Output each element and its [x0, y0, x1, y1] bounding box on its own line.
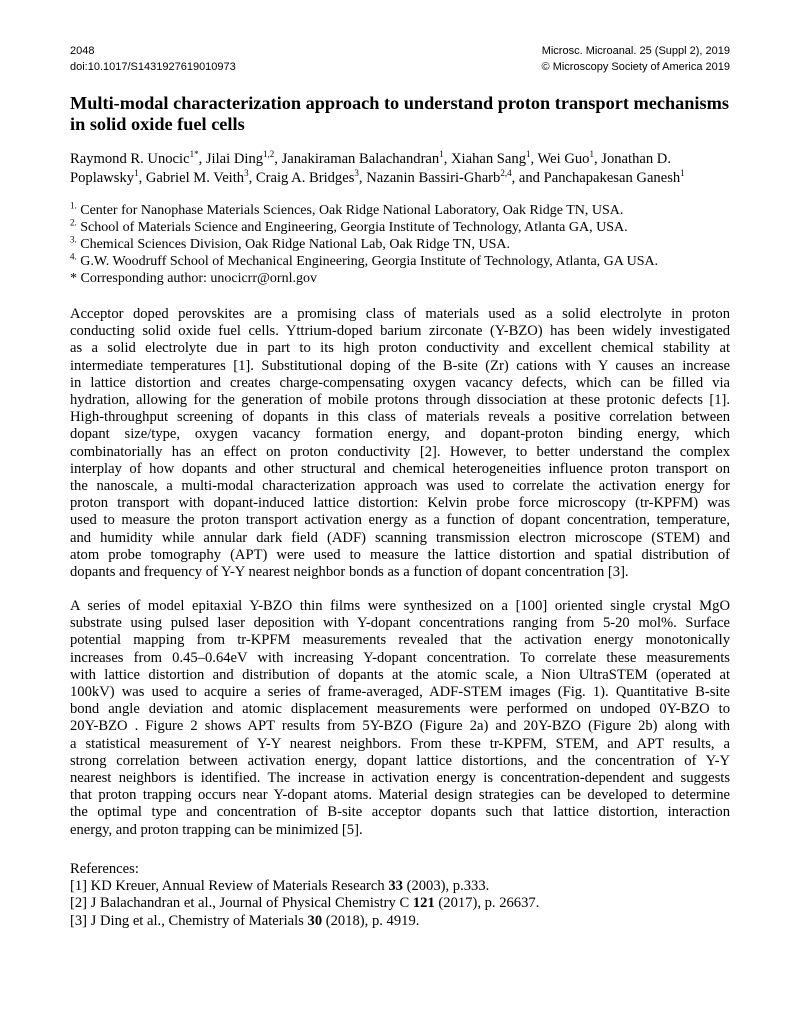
affiliation: [70, 236, 735, 253]
text-line: strong correlation between activation energy, dopant lattice distortions, and the concentration of Y-Y: [70, 752, 730, 769]
author-name: and Panchapakesan Ganesh: [518, 170, 681, 186]
title-line: in solid oxide fuel cells: [70, 114, 245, 134]
reference-text: (2017), p. 26637.: [434, 895, 540, 912]
author-name: Nazanin Bassiri-Gharb: [366, 170, 501, 186]
separator: ,: [274, 151, 282, 167]
affiliation-marker: 1: [589, 149, 594, 160]
reference-item: [70, 878, 539, 895]
affiliations: [70, 202, 735, 287]
affiliation-marker: 2,4: [500, 168, 512, 179]
separator: ,: [593, 151, 602, 167]
author-name: Jonathan D. Poplawsky: [70, 151, 671, 186]
text-line: intermediate temperatures [1]. Substitutional doping of the B-site (Zr) cations with Y causes an increase: [70, 357, 730, 374]
text-line: 20Y-BZO . Figure 2 shows APT results from 5Y-BZO (Figure 2a) and 20Y-BZO (Figure 2b) along with: [70, 718, 730, 735]
reference-item: [70, 895, 539, 912]
text-line: hydration, allowing for the generation of mobile protons through dissociation at these protonic defects [1].: [70, 392, 730, 409]
text-line: High-throughput screening of dopants in this class of materials reveals a positive correlation between: [70, 409, 730, 426]
author: [538, 151, 594, 167]
header-left: [70, 43, 236, 75]
text-line: as a solid electrolyte due in part to its high proton conductivity and excellent chemical stability at: [70, 340, 730, 357]
author: [146, 170, 249, 186]
separator: ,: [248, 170, 256, 186]
text-line: interplay of how dopants and other structural and chemical heterogeneities influence proton transport on: [70, 460, 730, 477]
author: [70, 151, 199, 167]
text-line: with lattice distortion and distribution of dopants at the atomic scale, a Nion UltraSTEM (operated at: [70, 666, 730, 683]
affiliation-number: 3.: [70, 234, 77, 245]
text-line: Acceptor doped perovskites are a promising class of materials used as a solid electrolyte in proton: [70, 306, 730, 322]
reference-text: [1] KD Kreuer, Annual Review of Materials Research: [70, 878, 389, 895]
text-line: 100kV) was used to acquire a series of frame-averaged, ADF-STEM images (Fig. 1). Quantitative B-site: [70, 684, 730, 701]
author-name: Gabriel M. Veith: [145, 170, 245, 186]
author: [282, 151, 444, 167]
text-line: dopants and frequency of Y-Y nearest neighbor bonds as a function of dopant concentration [3].: [70, 564, 629, 581]
paragraph-results: [70, 598, 730, 839]
affiliation-text: G.W. Woodruff School of Mechanical Engineering, Georgia Institute of Technology, Atlanta, GA USA.: [76, 254, 659, 269]
affiliation: [70, 202, 735, 219]
separator: ,: [138, 170, 146, 186]
page-number: 2048: [70, 45, 95, 57]
reference-volume: 30: [307, 912, 323, 929]
text-line: that proton trapping occurs near Y-dopant atoms. Material design strategies can be developed to determine: [70, 787, 730, 804]
text-line: A series of model epitaxial Y-BZO thin films were synthesized on a [100] oriented single crystal MgO: [70, 598, 730, 614]
text-line: conducting solid oxide fuel cells. Yttrium-doped barium zirconate (Y-BZO) has been widely investigated: [70, 323, 730, 340]
author-name: Craig A. Bridges: [255, 170, 355, 186]
doi: doi:10.1017/S1431927619010973: [70, 61, 236, 73]
text-line: potential mapping from tr-KPFM measurements revealed that the activation energy monotonically: [70, 632, 730, 649]
affiliation-marker: 1: [439, 149, 444, 160]
text-line: the nanoscale, a multi-modal characterization approach was used to correlate the activation energy for: [70, 478, 730, 495]
text-line: nearest neighbors is identified. The increase in activation energy is concentration-dependent and suggests: [70, 770, 730, 787]
text-line: the optimal type and concentration of B-site acceptor dopants such that lattice distortion, interaction: [70, 804, 730, 821]
separator: ,: [198, 151, 206, 167]
affiliation-marker: 1: [680, 168, 685, 179]
author-name: Janakiraman Balachandran: [281, 151, 440, 167]
journal-citation: Microsc. Microanal. 25 (Suppl 2), 2019: [541, 45, 730, 57]
corresponding-author: * Corresponding author: unocicrr@ornl.gov: [70, 271, 317, 286]
affiliation-number: 2.: [70, 217, 77, 228]
reference-text: [3] J Ding et al., Chemistry of Materials: [70, 912, 308, 929]
text-line: and humidity while annular dark field (ADF) scanning transmission electron microscope (STEM) and: [70, 529, 730, 546]
reference-text: (2018), p. 4919.: [322, 912, 420, 929]
copyright: © Microscopy Society of America 2019: [541, 61, 730, 73]
separator: ,: [443, 151, 452, 167]
text-line: a statistical measurement of Y-Y nearest neighbors. From these tr-KPFM, STEM, and APT results, a: [70, 735, 730, 752]
reference-volume: 121: [412, 895, 435, 912]
affiliation: [70, 219, 735, 236]
affiliation-text: School of Materials Science and Engineering, Georgia Institute of Technology, Atlanta GA, USA.: [76, 220, 628, 235]
affiliation-text: Chemical Sciences Division, Oak Ridge National Lab, Oak Ridge TN, USA.: [76, 237, 511, 252]
affiliation-marker: 1,2: [263, 149, 275, 160]
affiliation-marker: 1*: [189, 149, 199, 160]
separator: ,: [358, 170, 367, 186]
separator: ,: [530, 151, 538, 167]
author: [451, 151, 530, 167]
affiliation-marker: 3: [244, 168, 249, 179]
references-heading: References:: [70, 861, 139, 877]
paper-title: [70, 93, 735, 135]
affiliation-marker: 1: [134, 168, 139, 179]
reference-text: [2] J Balachandran et al., Journal of Physical Chemistry C: [70, 895, 413, 912]
affiliation: [70, 253, 735, 270]
author: [256, 170, 359, 186]
author: [366, 170, 511, 186]
text-line: combinatorially has an effect on proton conductivity [2]. However, to better understand the complex: [70, 443, 730, 460]
reference-item: [70, 913, 539, 930]
affiliation-number: 4.: [70, 251, 77, 262]
paragraph-intro: [70, 306, 730, 581]
author-name: Xiahan Sang: [451, 151, 526, 167]
text-line: increases from 0.45–0.64eV with increasing Y-dopant concentration. To correlate these measurements: [70, 649, 730, 666]
title-line: Multi-modal characterization approach to understand proton transport mechanisms: [70, 93, 729, 113]
author-name: Jilai Ding: [205, 151, 264, 167]
text-line: energy, and proton trapping can be minimized [5].: [70, 821, 363, 838]
author: [206, 151, 274, 167]
affiliation-marker: 1: [526, 149, 531, 160]
author-name: Wei Guo: [537, 151, 590, 167]
affiliation-number: 1.: [70, 200, 77, 211]
reference-volume: 33: [388, 878, 403, 895]
text-line: substrate using pulsed laser deposition with Y-dopant concentrations ranging from 5-20 mol%. Surface: [70, 615, 730, 632]
text-line: used to measure the proton transport activation energy as a function of dopant concentration, temperature,: [70, 512, 730, 529]
text-line: bond angle deviation and atomic displacement measurements were performed on undoped 0Y-BZO to: [70, 701, 730, 718]
header-right: [542, 43, 730, 75]
text-line: proton transport with dopant-induced lattice distortion: Kelvin probe force microscopy (tr-KPFM) was: [70, 495, 730, 512]
affiliation-marker: 3: [354, 168, 359, 179]
affiliation-text: Center for Nanophase Materials Sciences, Oak Ridge National Laboratory, Oak Ridge TN, USA.: [76, 203, 624, 218]
author-name: Raymond R. Unocic: [70, 151, 190, 167]
references: [70, 861, 539, 930]
author-list: [70, 150, 735, 188]
separator: ,: [511, 170, 519, 186]
text-line: dopant size/type, oxygen vacancy formation energy, and dopant-proton binding energy, which: [70, 426, 730, 443]
text-line: atom probe tomography (APT) were used to measure the lattice distortion and spatial distribution of: [70, 546, 730, 563]
author: [519, 170, 685, 186]
text-line: in lattice distortion and creates charge-compensating oxygen vacancy defects, which can be filled via: [70, 374, 730, 391]
reference-text: (2003), p.333.: [402, 878, 490, 895]
